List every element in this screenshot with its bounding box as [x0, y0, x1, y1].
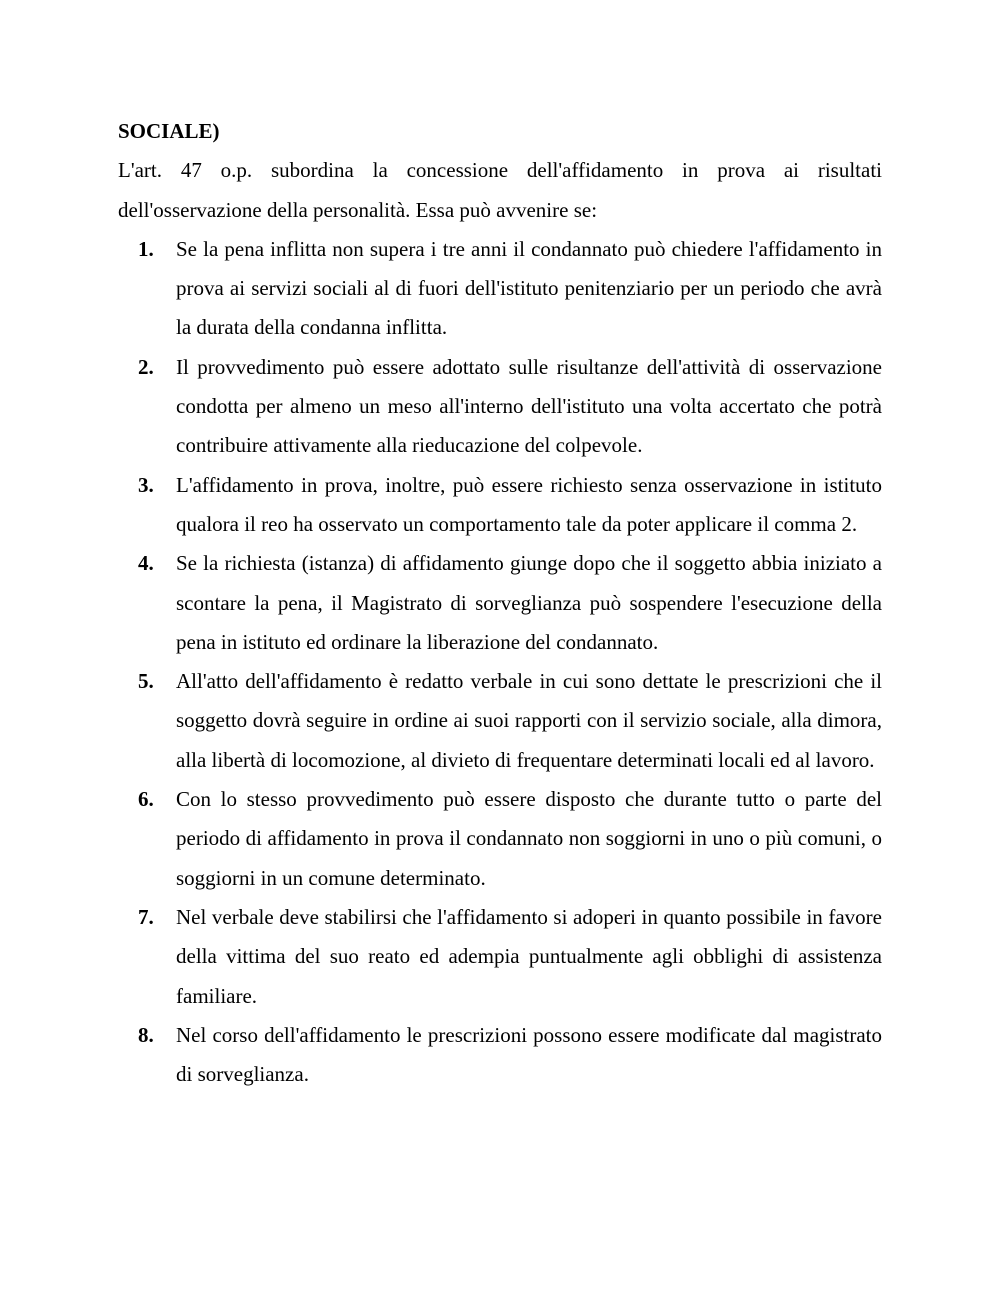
list-item — [118, 230, 882, 348]
list-item-number: 4. — [138, 551, 154, 576]
list-item-text: Con lo stesso provvedimento può essere disposto che durante tutto o parte del periodo di affidamento in prova il condannato non soggiorni in uno o più comuni, o soggiorni in un comune determinato. — [176, 787, 882, 890]
list-item — [118, 662, 882, 780]
list-item — [118, 898, 882, 1016]
list-item-number: 6. — [138, 787, 154, 812]
list-item-text: Se la pena inflitta non supera i tre anni il condannato può chiedere l'affidamento in prova ai servizi sociali al di fuori dell'istituto penitenziario per un periodo che avrà la durata della condanna inflitta. — [176, 236, 882, 340]
list-item — [118, 1016, 882, 1095]
numbered-list — [118, 230, 882, 1095]
list-item-number: 2. — [138, 354, 154, 379]
intro-paragraph: L'art. 47 o.p. subordina la concessione dell'affidamento in prova ai risultati dell'osservazione della personalità. Essa può avvenire se: — [118, 158, 882, 222]
list-item-number: 3. — [138, 472, 154, 497]
list-item — [118, 348, 882, 466]
list-item-text: Nel corso dell'affidamento le prescrizioni possono essere modificate dal magistrato di sorveglianza. — [176, 1022, 882, 1087]
list-item-text: Nel verbale deve stabilirsi che l'affidamento si adoperi in quanto possibile in favore della vittima del suo reato ed adempia puntualmente agli obblighi di assistenza familiare. — [176, 904, 882, 1008]
list-item — [118, 466, 882, 545]
list-item-text: Se la richiesta (istanza) di affidamento giunge dopo che il soggetto abbia iniziato a scontare la pena, il Magistrato di sorveglianza può sospendere l'esecuzione della pena in istituto ed ordinare la liberazione del condannato. — [176, 551, 882, 654]
document-page — [118, 112, 882, 1094]
list-item — [118, 544, 882, 662]
list-item-number: 1. — [138, 236, 154, 261]
list-item-text: All'atto dell'affidamento è redatto verbale in cui sono dettate le prescrizioni che il soggetto dovrà seguire in ordine ai suoi rapporti con il servizio sociale, alla dimora, alla libertà di locomozione, al divieto di frequentare determinati locali ed al lavoro. — [176, 669, 882, 772]
list-item — [118, 780, 882, 898]
section-heading: SOCIALE) — [118, 119, 220, 143]
list-item-number: 5. — [138, 669, 154, 694]
list-item-text: Il provvedimento può essere adottato sulle risultanze dell'attività di osservazione condotta per almeno un meso all'interno dell'istituto una volta accertato che potrà contribuire attivamente alla rieducazione del colpevole. — [176, 354, 882, 458]
list-item-text: L'affidamento in prova, inoltre, può essere richiesto senza osservazione in istituto qualora il reo ha osservato un comportamento tale da poter applicare il comma 2. — [176, 472, 882, 536]
list-item-number: 8. — [138, 1022, 154, 1047]
list-item-number: 7. — [138, 904, 154, 929]
